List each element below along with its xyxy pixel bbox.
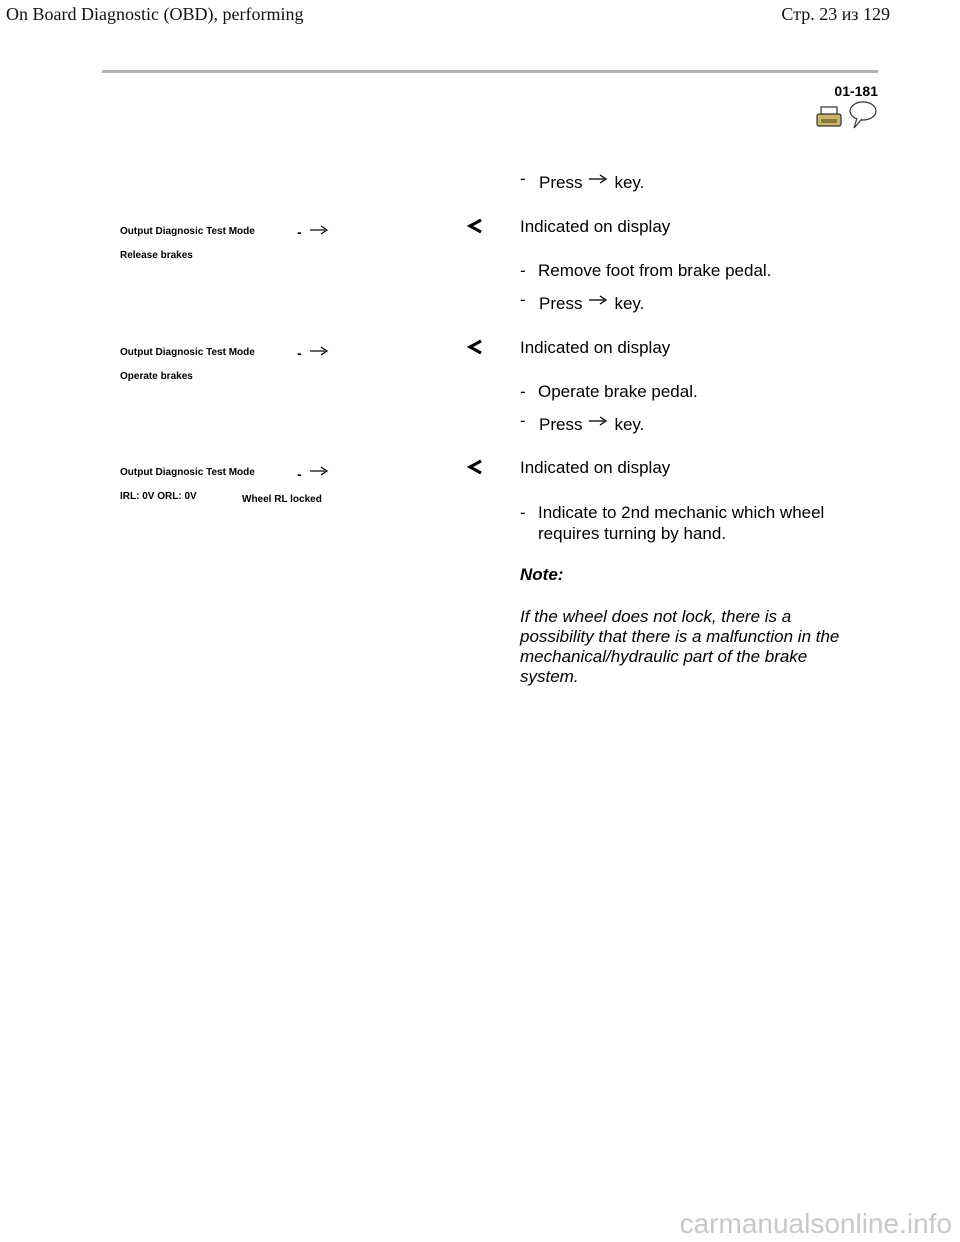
step-indicate-mechanic (520, 502, 860, 544)
right-arrow-icon (588, 174, 608, 184)
document-title: On Board Diagnostic (OBD), performing (6, 4, 304, 24)
lcd-line-2: Operate brakes (120, 371, 193, 382)
right-arrow-icon (309, 225, 329, 235)
pointer-left-icon (467, 218, 483, 234)
lcd-dash: - (297, 466, 302, 482)
press-label: Press (539, 415, 583, 434)
lcd-line-2: Release brakes (120, 250, 193, 261)
right-arrow-icon (309, 346, 329, 356)
speech-bubble-icon[interactable] (848, 100, 878, 130)
indicated-on-display-2: Indicated on display (520, 338, 671, 357)
key-label: key. (614, 294, 645, 313)
step-text: Remove foot from brake pedal. (538, 261, 772, 280)
bullet-dash: - (520, 382, 526, 401)
press-label: Press (539, 294, 583, 313)
press-label: Press (539, 173, 583, 192)
right-arrow-icon (588, 295, 608, 305)
lcd-display-1 (120, 226, 255, 261)
note-body: If the wheel does not lock, there is a possibility that there is a malfunction in the mechanical/hydraulic part of the brake system. (520, 607, 840, 686)
page-counter: Стр. 23 из 129 (781, 4, 890, 24)
right-arrow-icon (309, 466, 329, 476)
bullet-dash: - (520, 169, 526, 188)
step-remove-foot (520, 260, 860, 281)
key-label: key. (614, 173, 645, 192)
step-press-key-1 (520, 169, 860, 193)
step-press-key-3 (520, 411, 860, 435)
lcd-line-2-right: Wheel RL locked (242, 494, 322, 505)
lcd-dash: - (297, 224, 302, 240)
lcd-line-1: Output Diagnosic Test Mode (120, 467, 255, 478)
step-text: Operate brake pedal. (538, 382, 698, 401)
bullet-dash: - (520, 290, 526, 309)
watermark: carmanualsonline.info (679, 1208, 952, 1239)
lcd-line-1: Output Diagnosic Test Mode (120, 347, 255, 358)
page-code: 01-181 (834, 83, 878, 99)
header-divider (102, 70, 878, 73)
step-text: Indicate to 2nd mechanic which wheel requires turning by hand. (538, 503, 825, 543)
step-press-key-2 (520, 290, 860, 314)
lcd-display-3 (120, 467, 255, 502)
indicated-on-display-3: Indicated on display (520, 458, 671, 477)
lcd-line-2-left: IRL: 0V ORL: 0V (120, 491, 197, 502)
right-arrow-icon (588, 416, 608, 426)
bullet-dash: - (520, 261, 526, 280)
indicated-on-display-1: Indicated on display (520, 217, 671, 236)
lcd-display-2 (120, 347, 255, 382)
lcd-dash: - (297, 345, 302, 361)
pointer-left-icon (467, 459, 483, 475)
key-label: key. (614, 415, 645, 434)
bullet-dash: - (520, 503, 526, 522)
step-operate-brake (520, 381, 860, 402)
pointer-left-icon (467, 339, 483, 355)
lcd-line-1: Output Diagnosic Test Mode (120, 226, 255, 237)
note-title: Note: (520, 565, 564, 584)
bullet-dash: - (520, 411, 526, 430)
printer-icon[interactable] (815, 106, 843, 128)
